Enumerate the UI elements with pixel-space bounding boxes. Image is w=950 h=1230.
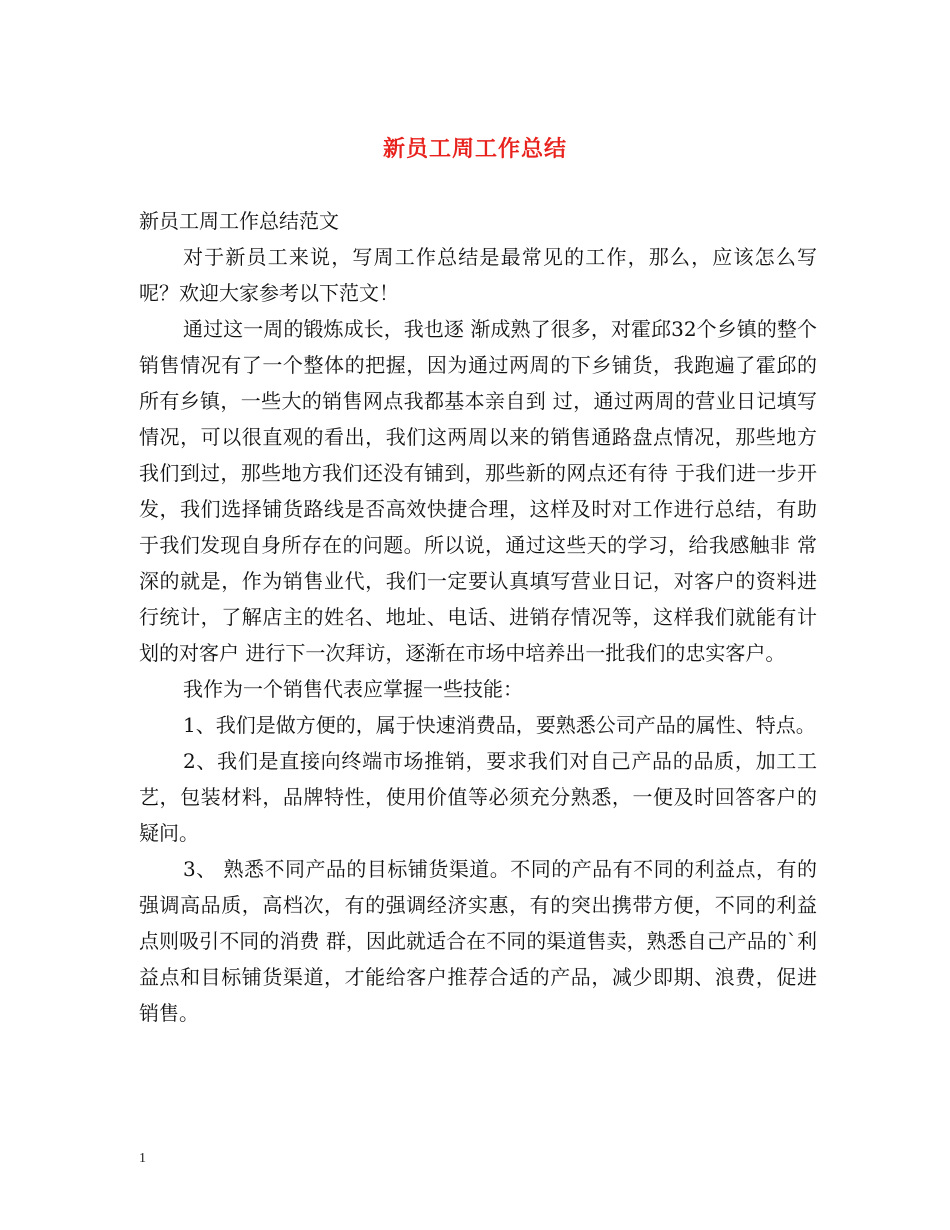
- page-number: 1: [139, 1151, 146, 1166]
- paragraph-reflection: 通过这一周的锻炼成长，我也逐 渐成熟了很多，对霍邱32个乡镇的整个销售情况有了一个整体的把握，因为通过两周的下乡铺货，我跑遍了霍邱的所有乡镇，一些大的销售网点我都基本亲自到 过，通过两周的营业日记填写情况，可以很直观的看出，我们这两周以来的销售通路盘点情况，那些地方我们到过，那些地方我们还没有铺到，那些新的网点还有待 于我们进一步开发，我们选择铺货路线是否高效快捷合理，这样及时对工作进行总结，有助于我们发现自身所存在的问题。所以说，通过这些天的学习，给我感触非 常深的就是，作为销售业代，我们一定要认真填写营业日记，对客户的资料进行统计，了解店主的姓名、地址、电话、进销存情况等，这样我们就能有计划的对客户 进行下一次拜访，逐渐在市场中培养出一批我们的忠实客户。: [139, 317, 817, 665]
- paragraph-skill-2: 2、我们是直接向终端市场推销，要求我们对自己产品的品质，加工工艺，包装材料，品牌特性，使用价值等必须充分熟悉，一便及时回答客户的疑问。: [139, 749, 817, 845]
- paragraph-intro: 对于新员工来说，写周工作总结是最常见的工作，那么，应该怎么写呢？欢迎大家参考以下范文！: [139, 245, 817, 305]
- paragraph-skill-1: 1、我们是做方便的，属于快速消费品，要熟悉公司产品的属性、特点。: [183, 713, 816, 737]
- paragraph-skill-3: 3、 熟悉不同产品的目标铺货渠道。不同的产品有不同的利益点，有的强调高品质，高档次，有的强调经济实惠，有的突出携带方便，不同的利益点则吸引不同的消费 群，因此就适合在不同的渠道售卖，熟悉自己产品的`利益点和目标铺货渠道，才能给客户推荐合适的产品，减少即期、浪费，促进销售。: [139, 857, 817, 1025]
- paragraph-skills-heading: 我作为一个销售代表应掌握一些技能：: [183, 677, 523, 701]
- document-title: 新员工周工作总结: [382, 136, 567, 162]
- document-subtitle: 新员工周工作总结范文: [139, 209, 339, 233]
- document-body: [139, 203, 817, 1031]
